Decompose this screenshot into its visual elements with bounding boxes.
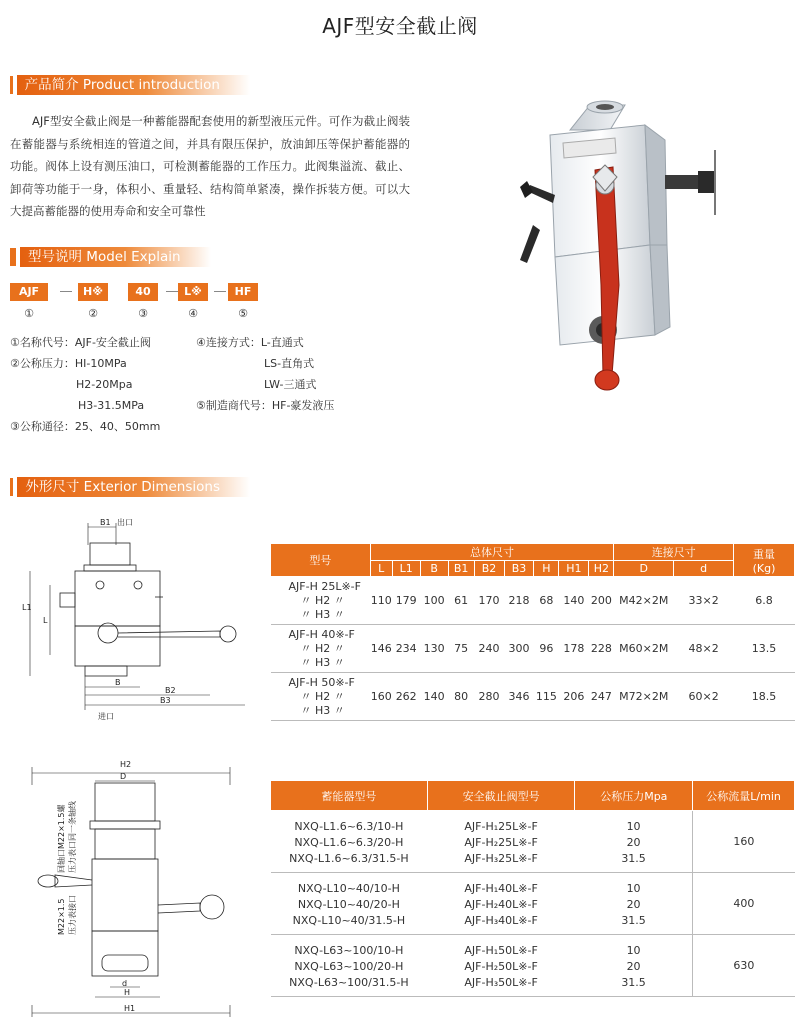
weight-cell: 13.5 [734,625,795,673]
inlet-label: 进口 [98,712,114,721]
side-view-drawing [20,755,250,1025]
valve-model-cell: AJF-H₂50L※-F [464,959,538,973]
pressure-cell: 20 [575,959,693,975]
table-column-header: L1 [392,561,420,577]
model-code-box: HF [228,283,258,301]
dimensions-table [270,543,795,721]
model-cell [271,673,371,721]
model-line: 〃 H3 〃 [300,655,345,669]
table-column-header: B1 [448,561,474,577]
flow-cell: 400 [693,873,795,935]
value-cell: M60×2M [614,625,674,673]
model-cell [271,577,371,625]
dim-label: d [122,979,128,988]
table-column-header: B2 [474,561,504,577]
table-row [271,673,795,721]
acc-header: 公称流量L/min [693,781,795,811]
model-line: 〃 H2 〃 [300,593,345,607]
desc-line: ①名称代号：AJF-安全截止阀 [10,336,151,349]
table-column-header: d [674,561,734,577]
valve-model-cell: AJF-H₃25L※-F [427,851,575,873]
section-title-intro: 产品简介 Product introduction [17,75,250,95]
valve-model-cell: AJF-H₃40L※-F [427,913,575,935]
accumulator-model-cell: NXQ-L10~40/10-H [297,881,400,895]
value-cell: 100 [420,577,448,625]
value-cell: 247 [589,673,614,721]
value-cell: M72×2M [614,673,674,721]
table-column-header: H1 [559,561,589,577]
section-title-dims: 外形尺寸 Exterior Dimensions [17,477,250,497]
outlet-label: 出口 [117,518,133,527]
valve-model-cell: AJF-H₂25L※-F [464,835,538,849]
table-column-header: H2 [589,561,614,577]
model-code-box: L※ [178,283,208,301]
code-dash [214,291,226,292]
dim-label: H1 [124,1004,136,1013]
dim-label: B1 [100,518,111,527]
valve-model-cell: AJF-H₁50L※-F [464,943,538,957]
intro-paragraph [10,110,410,223]
code-number: ② [88,307,98,320]
model-code-box: 40 [128,283,158,301]
dim-label: H2 [120,760,132,769]
accumulator-model-cell: NXQ-L63~100/10-H [294,943,404,957]
valve-model-cell: AJF-H₂40L※-F [464,897,538,911]
value-cell: 61 [448,577,474,625]
model-line: 〃 H2 〃 [300,689,345,703]
side-note: M22×1.5 [57,898,66,935]
value-cell: 300 [504,625,534,673]
pressure-cell: 10 [575,811,693,835]
table-column-header: B3 [504,561,534,577]
section-header-model [10,246,250,268]
value-cell: 48×2 [674,625,734,673]
table-column-header: D [614,561,674,577]
accumulator-model-cell: NXQ-L1.6~6.3/31.5-H [271,851,428,873]
valve-model-cell: AJF-H₁40L※-F [464,881,538,895]
table-row [271,935,795,959]
weight-cell: 18.5 [734,673,795,721]
dim-label: H [124,988,131,997]
code-dash [60,291,72,292]
desc-line: ②公称压力：HI-10MPa [10,357,127,370]
table-header-model: 型号 [271,544,371,577]
section-header-dims [10,476,250,498]
value-cell: 60×2 [674,673,734,721]
value-cell: 130 [420,625,448,673]
valve-product-image [515,95,730,395]
pressure-cell: 31.5 [575,913,693,935]
accumulator-model-cell: NXQ-L63~100/31.5-H [271,975,428,997]
desc-line: LS-直角式 [264,357,315,370]
model-desc-right [196,332,334,416]
flow-cell: 160 [693,811,795,873]
dim-label: D [120,772,127,781]
pressure-cell: 20 [575,835,693,851]
pressure-cell: 20 [575,897,693,913]
accumulator-model-cell: NXQ-L10~40/31.5-H [271,913,428,935]
model-cell [271,625,371,673]
weight-header-label: 重量 [753,547,776,561]
value-cell: 179 [392,577,420,625]
dim-label: B2 [165,686,176,695]
value-cell: 234 [392,625,420,673]
table-row [271,811,795,835]
desc-line: LW-三通式 [264,378,317,391]
code-number: ④ [188,307,198,320]
value-cell: 178 [559,625,589,673]
value-cell: M42×2M [614,577,674,625]
model-line: 〃 H2 〃 [300,641,345,655]
intro-text: AJF型安全截止阀是一种蓄能器配套使用的新型液压元件。可作为截止阀装在蓄能器与系统相连的管道之间，并具有限压保护，放油卸压等保护蓄能器的功能。阀体上设有测压油口，可检测蓄能器的工作压力。此阀集溢流、截止、卸荷等功能于一身，体积小、重量轻、结构简单紧凑，操作拆装方便。可以大大提高蓄能器的使用寿命和安全可靠性 [10,114,410,218]
code-dash [166,291,178,292]
weight-cell: 6.8 [734,577,795,625]
value-cell: 346 [504,673,534,721]
table-header-weight [734,544,795,577]
value-cell: 160 [370,673,392,721]
code-number: ① [24,307,34,320]
value-cell: 280 [474,673,504,721]
value-cell: 206 [559,673,589,721]
code-number: ③ [138,307,148,320]
value-cell: 262 [392,673,420,721]
acc-header: 公称压力Mpa [575,781,693,811]
section-marker [10,478,13,496]
accumulator-model-cell: NXQ-L63~100/20-H [294,959,404,973]
acc-header: 蓄能器型号 [271,781,428,811]
value-cell: 96 [534,625,559,673]
desc-line: ④连接方式：L-直通式 [196,336,304,349]
section-marker [10,76,13,94]
desc-line: ③公称通径：25、40、50mm [10,420,161,433]
value-cell: 75 [448,625,474,673]
table-column-header: H [534,561,559,577]
table-column-header: B [420,561,448,577]
value-cell: 80 [448,673,474,721]
value-cell: 115 [534,673,559,721]
value-cell: 170 [474,577,504,625]
weight-header-unit: (Kg) [752,561,776,575]
accumulator-model-cell: NXQ-L1.6~6.3/10-H [294,819,404,833]
accumulator-model-cell: NXQ-L10~40/20-H [297,897,400,911]
table-row [271,873,795,897]
value-cell: 140 [559,577,589,625]
section-title-model: 型号说明 Model Explain [20,247,211,267]
value-cell: 228 [589,625,614,673]
table-column-header: L [370,561,392,577]
table-row [271,625,795,673]
accumulator-table [270,780,795,997]
model-line: 〃 H3 〃 [300,607,345,621]
flow-cell: 630 [693,935,795,997]
value-cell: 110 [370,577,392,625]
pressure-cell: 31.5 [575,851,693,873]
table-header-connect: 连接尺寸 [614,544,734,561]
value-cell: 140 [420,673,448,721]
model-code-box: H※ [78,283,108,301]
valve-model-cell: AJF-H₁25L※-F [464,819,538,833]
model-line: AJF-H 50※-F [288,675,355,689]
desc-line: H2-20Mpa [76,378,133,391]
model-line: 〃 H3 〃 [300,703,345,717]
model-line: AJF-H 25L※-F [288,579,361,593]
value-cell: 218 [504,577,534,625]
section-header-intro [10,74,250,96]
side-note: 压力表接口 [68,895,77,935]
pressure-cell: 10 [575,935,693,959]
table-row [271,577,795,625]
dim-label: L1 [22,603,32,612]
accumulator-model-cell: NXQ-L1.6~6.3/20-H [294,835,404,849]
value-cell: 68 [534,577,559,625]
acc-header: 安全截止阀型号 [427,781,575,811]
model-code-box: AJF [10,283,48,301]
code-number: ⑤ [238,307,248,320]
desc-line: H3-31.5MPa [78,399,145,412]
value-cell: 200 [589,577,614,625]
table-header-overall: 总体尺寸 [370,544,614,561]
section-marker [10,248,16,266]
page-title: AJF型安全截止阀 [322,14,478,38]
value-cell: 33×2 [674,577,734,625]
side-note: 压力表口同一条轴线 [68,801,77,873]
model-desc-left [10,332,160,437]
front-view-drawing [20,515,250,725]
model-line: AJF-H 40※-F [288,627,355,641]
value-cell: 146 [370,625,392,673]
desc-line: ⑤制造商代号：HF-豪发液压 [196,399,335,412]
pressure-cell: 31.5 [575,975,693,997]
model-code [10,283,270,323]
pressure-cell: 10 [575,873,693,897]
valve-model-cell: AJF-H₃50L※-F [427,975,575,997]
dim-label: B3 [160,696,171,705]
value-cell: 240 [474,625,504,673]
dim-label: B [115,678,121,687]
dim-label: L [43,616,48,625]
side-note: 回轴口M22×1.5螺 [57,804,66,873]
